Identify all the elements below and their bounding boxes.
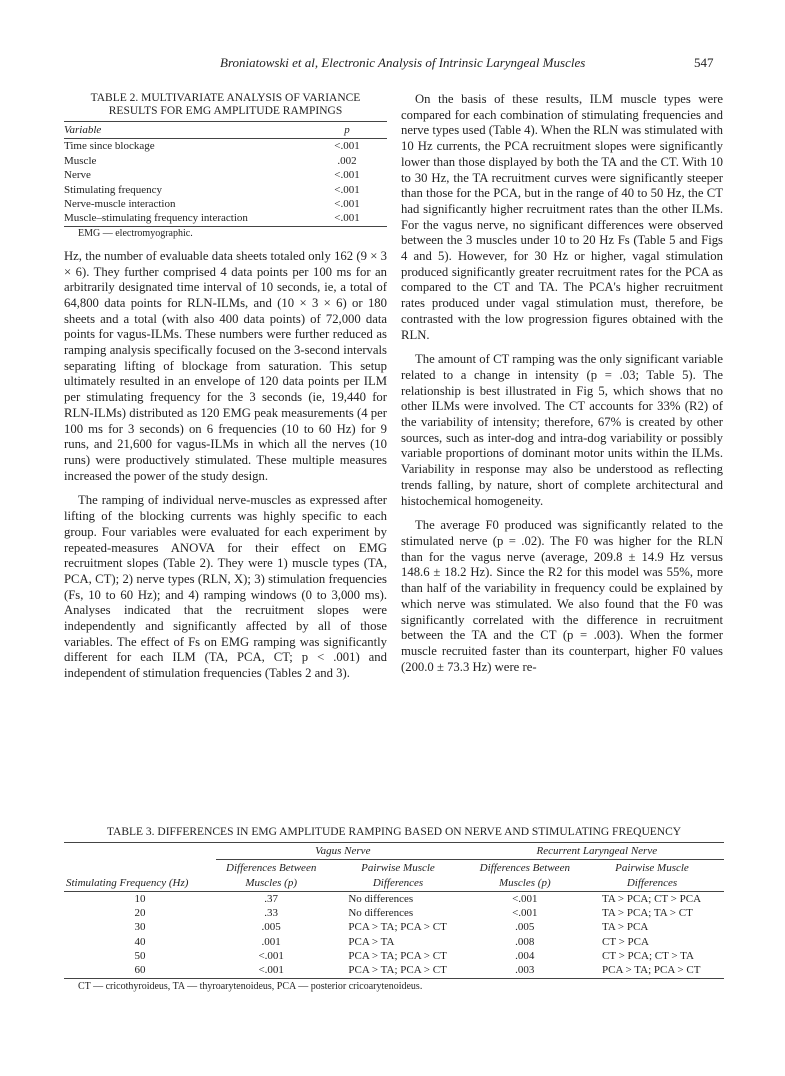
table2-p-value: <.001 [334, 183, 360, 196]
table3-group-spacer [64, 843, 216, 860]
left-column [64, 92, 387, 682]
table3-rln-differences: PCA > TA; PCA > CT [601, 964, 701, 977]
table3-col-frequency: Stimulating Frequency (Hz) [64, 860, 216, 892]
table-row [64, 935, 724, 949]
table3-vagus-differences: No differences [348, 892, 414, 905]
table3-subheader-row [64, 860, 724, 892]
table3-frequency: 60 [134, 964, 146, 977]
table2-caption [64, 92, 387, 118]
table3-col-rln-pair-line1: Pairwise Muscle [615, 862, 689, 875]
table3-vagus-p: .005 [261, 921, 281, 934]
table3-rln-differences: TA > PCA; CT > PCA [601, 892, 702, 905]
table3-rln-p: <.001 [512, 907, 538, 920]
table2-p-value: .002 [337, 154, 357, 167]
table2-caption-line2: RESULTS FOR EMG AMPLITUDE RAMPINGS [108, 105, 343, 117]
table-row [64, 183, 387, 197]
table-row [64, 906, 724, 920]
table3-rln-p: .008 [515, 935, 535, 948]
table2-variable: Muscle–stimulating frequency interaction [64, 212, 248, 225]
right-paragraph-3: The average F0 produced was significantly related to the stimulated nerve (p = .02). The F0 was higher for the RLN than for the vagus nerve (average, 209.8 ± 14.9 Hz versus 148.6 ± 18.2 Hz). Since the R2 for this model was 55%, more than half of the variability in frequency could be explained by which nerve was stimulated. We also found that the F0 was significantly correlated with the difference in recruitment between the TA and the CT (p = .003). When the former muscle recruited faster than its counterpart, higher F0 values (200.0 ± 73.3 Hz) were re- [401, 518, 723, 674]
table2 [64, 92, 387, 240]
table3-group-row [64, 843, 724, 860]
table2-col-variable: Variable [64, 122, 307, 139]
table2-variable: Nerve [64, 169, 91, 182]
table3-group-vagus: Vagus Nerve [216, 843, 470, 860]
table3-frequency: 40 [134, 935, 146, 948]
table3-col-vagus-diff [216, 860, 326, 892]
table3-col-rln-diff-line1: Differences Between [479, 862, 570, 875]
table3-frequency: 30 [134, 921, 146, 934]
table3-vagus-p: <.001 [258, 964, 284, 977]
running-header [0, 55, 785, 75]
table3-col-rln-pair [580, 860, 724, 892]
table3-rln-p: .003 [515, 964, 535, 977]
table3-col-rln-diff-line2: Muscles (p) [498, 876, 551, 889]
table2-variable: Nerve-muscle interaction [64, 198, 176, 211]
table3-col-rln-pair-line2: Differences [626, 876, 678, 889]
table-row [64, 963, 724, 977]
table3-frequency: 20 [134, 907, 146, 920]
table3-col-vagus-pair-line1: Pairwise Muscle [361, 862, 435, 875]
table2-caption-line1: TABLE 2. MULTIVARIATE ANALYSIS OF VARIANCE [90, 92, 361, 104]
table-row [64, 949, 724, 963]
table3-footnote: CT — cricothyroideus, TA — thyroarytenoideus, PCA — posterior cricoarytenoideus. [64, 978, 724, 993]
table3-vagus-differences: PCA > TA; PCA > CT [348, 921, 447, 934]
table3-rln-differences: TA > PCA; TA > CT [601, 907, 693, 920]
table3-vagus-differences: No differences [348, 907, 414, 920]
table-row [64, 211, 387, 225]
table3-rln-p: .004 [515, 950, 535, 963]
table2-variable: Time since blockage [64, 140, 155, 153]
table3-rln-differences: CT > PCA; CT > TA [601, 950, 694, 963]
table3-col-vagus-diff-line2: Muscles (p) [245, 876, 297, 889]
table-row [64, 168, 387, 182]
table3-rln-differences: TA > PCA [601, 921, 649, 934]
table3-rln-p: .005 [515, 921, 535, 934]
table2-footnote: EMG — electromyographic. [64, 226, 387, 240]
table2-p-value: <.001 [334, 198, 360, 211]
page-number: 547 [694, 55, 714, 70]
table2-p-value: <.001 [334, 169, 360, 182]
table2-p-value: <.001 [334, 212, 360, 225]
right-column [401, 92, 723, 675]
table3-rln-p: <.001 [512, 892, 538, 905]
table3-group-rln: Recurrent Laryngeal Nerve [470, 843, 724, 860]
table2-header-row [64, 122, 387, 139]
left-paragraph-2: The ramping of individual nerve-muscles as expressed after lifting of the blocking currents was highly specific to each group. Four variables were evaluated for each experiment by repeated-measures ANOVA for their effect on EMG recruitment slopes (Table 2). They were 1) muscle types (TA, PCA, CT); 2) nerve types (RLN, X); 3) stimulation frequencies (Fs, 10 to 60 Hz); and 4) ramping windows (0 to 3,000 ms). Analyses indicated that the recruitment slopes were independently and significantly affected by all of those variables. The effect of Fs on EMG ramping was significantly different for each ILM (TA, PCA, CT; p < .001) and independent of stimulation frequencies (Tables 2 and 3). [64, 493, 387, 681]
right-paragraph-2: The amount of CT ramping was the only significant variable related to a change in intensity (p = .03; Table 5). The relationship is best illustrated in Fig 5, which shows that no other ILMs were involved. The CT accounts for 33% (R2) of the variability of intensity; therefore, 67% is created by other sources, such as inter-dog and intra-dog variability or possibly variable proportions of dominant motor units within the ILMs. Variability in response may also be understood as reflecting trends falling, by nature, short of complete architectural and histochemical homogeneity. [401, 352, 723, 508]
table2-variable: Stimulating frequency [64, 183, 163, 196]
table3-col-vagus-pair-line2: Differences [372, 876, 424, 889]
table3-caption: TABLE 3. DIFFERENCES IN EMG AMPLITUDE RAMPING BASED ON NERVE AND STIMULATING FREQUENCY [106, 826, 682, 838]
table3-vagus-p: .001 [261, 935, 281, 948]
table2-grid [64, 121, 387, 226]
table-row [64, 891, 724, 906]
table3-vagus-p: .37 [264, 892, 279, 905]
table-row [64, 154, 387, 168]
left-paragraph-1: Hz, the number of evaluable data sheets totaled only 162 (9 × 3 × 6). They further comprised 4 data points per 100 ms for an arbitrarily designated time interval of 10 seconds, ie, a total of 64,800 data points for RLN-ILMs, and (10 × 3 × 6) or 180 sheets and a total (with also 400 data points) of 72,000 data points for vagus-ILMs. These numbers were further reduced as ramping analysis specifically focused on the 3-second intervals separating lifting of blockage from saturation. This setup ultimately resulted in an envelope of 120 data points per ILM per stimulating frequency for the 3 seconds (ie, 19,440 for RLN-ILMs) distributed as 120 EMG peak measurements (4 per 100 ms for 3 seconds) on 6 frequencies (10 to 60 Hz) for 9 runs, and 21,600 for vagus-ILMs in which all the nerves (10 runs) were productively stimulated. These multiple measures increased the power of the study design. [64, 248, 387, 483]
table3-vagus-p: <.001 [258, 950, 284, 963]
table3-rln-differences: CT > PCA [601, 935, 649, 948]
table-row [64, 920, 724, 934]
table3-vagus-differences: PCA > TA [348, 935, 395, 948]
running-title: Broniatowski et al, Electronic Analysis of Intrinsic Laryngeal Muscles [220, 55, 586, 70]
right-paragraph-1: On the basis of these results, ILM muscle types were compared for each combination of stimulating frequencies and nerve types used (Table 4). When the RLN was stimulated with 10 Hz currents, the PCA recruitment slopes were significantly lower than those displayed by both the TA and the CT. With 10 to 30 Hz, the TA recruitment curves were significantly steeper than those for the PCA, but in the range of 40 to 50 Hz, the CT had significantly higher recruitment rates than the other ILMs. For the vagus nerve, no significant differences were observed between the 3 muscles under 10 to 20 Hz Fs (Table 5 and Figs 4 and 5). However, for 30 Hz or higher, vagal stimulation produced significantly greater recruitment rates for the PCA as compared to the CT and TA. The PCA's higher recruitment rates produced under vagal stimulation must, therefore, be contrasted with the low progression figures obtained with the RLN. [401, 92, 723, 342]
table2-p-value: <.001 [334, 140, 360, 153]
table3-vagus-differences: PCA > TA; PCA > CT [348, 950, 447, 963]
table-row [64, 197, 387, 211]
table3-col-vagus-pair [326, 860, 469, 892]
table3-frequency: 10 [134, 892, 146, 905]
table3-col-vagus-diff-line1: Differences Between [226, 862, 317, 875]
table3-col-rln-diff [470, 860, 580, 892]
table3-grid [64, 842, 724, 978]
table2-col-p: p [307, 122, 387, 139]
table-row [64, 139, 387, 154]
table3-frequency: 50 [134, 950, 146, 963]
table3-vagus-p: .33 [264, 907, 279, 920]
table3 [64, 826, 724, 993]
table2-variable: Muscle [64, 154, 97, 167]
table3-vagus-differences: PCA > TA; PCA > CT [348, 964, 447, 977]
